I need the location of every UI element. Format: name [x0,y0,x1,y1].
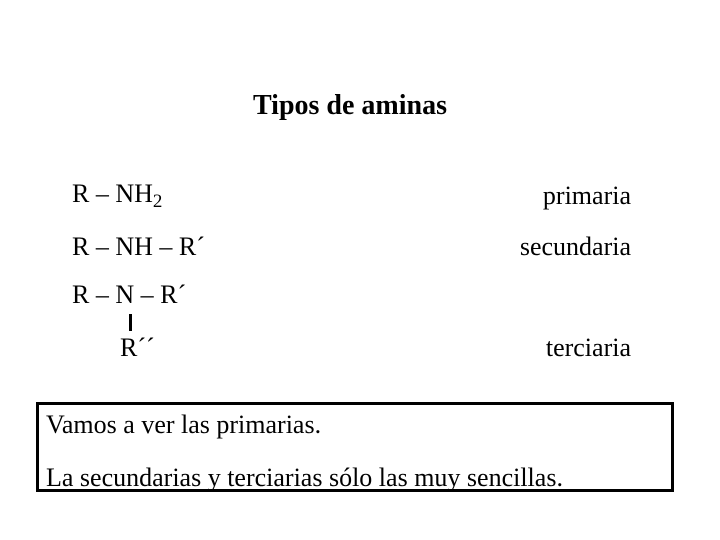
formula-tertiary-branch: R´´ [120,333,155,362]
vertical-bond-line [129,314,132,331]
formula-primary-main: R – NH [72,179,153,208]
label-terciaria: terciaria [545,333,631,362]
slide-title: Tipos de aminas [253,90,447,121]
label-primaria: primaria [542,181,631,210]
note-box [36,402,674,492]
note-line-primarias: Vamos a ver las primarias. [46,410,322,439]
formula-secondary-amine: R – NH – R´ [72,232,205,261]
note-line-secundarias-terciarias: La secundarias y terciarias sólo las muy sencillas. [46,463,563,492]
label-secundaria: secundaria [519,232,631,261]
formula-tertiary-amine: R – N – R´ [72,280,187,309]
formula-primary-amine [72,179,163,212]
formula-primary-subscript: 2 [152,191,163,212]
